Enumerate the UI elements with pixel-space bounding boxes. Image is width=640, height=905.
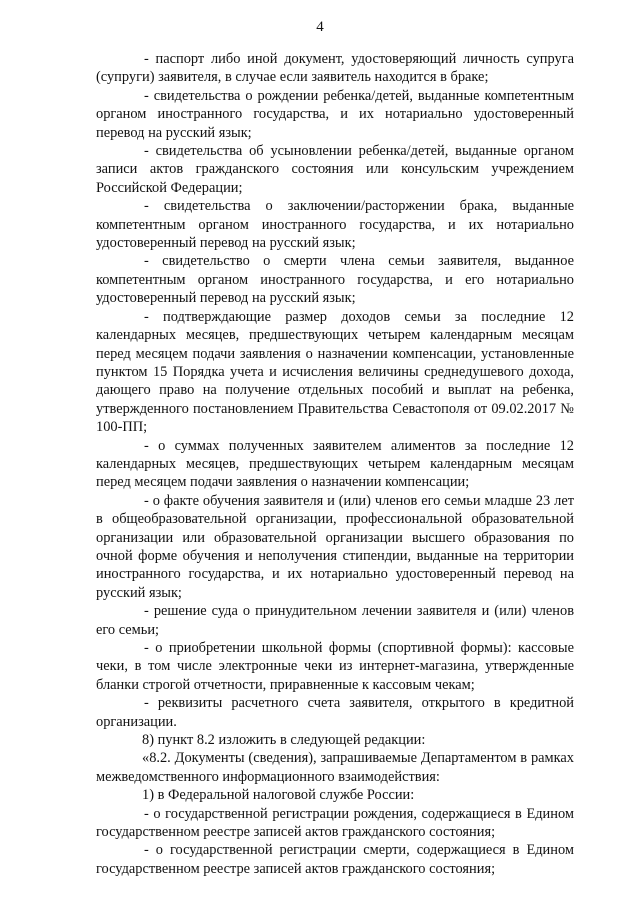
paragraph-spouse-passport: - паспорт либо иной документ, удостоверяющий личность супруга (супруги) заявителя, в случае если заявитель находится в браке;: [96, 51, 574, 86]
paragraph-education: - о факте обучения заявителя и (или) членов его семьи младше 23 лет в общеобразовательной организации, профессиональной образовательной организации или образовательной организации высшего образования по очной форме обучения и неполучения стипендии, выданные на территории иностранного государства, и их нотариально удостоверенный перевод на русский язык;: [96, 492, 574, 601]
paragraph-bank-details: - реквизиты расчетного счета заявителя, открытого в кредитной организации.: [96, 695, 574, 730]
paragraph-family-income: - подтверждающие размер доходов семьи за последние 12 календарных месяцев, предшествующих четырем календарным месяцам перед месяцем подачи заявления о назначении компенсации, установленные пунктом 15 Порядка учета и исчисления величины среднедушевого дохода, дающего право на получение отдельных пособий и выплат на ребенка, утвержденного постановлением Правительства Севастополя от 09.02.2017 № 100-ПП;: [96, 308, 574, 436]
paragraph-death-registration: - о государственной регистрации смерти, содержащиеся в Едином государственном реестре записей актов гражданского состояния;: [96, 842, 574, 877]
paragraph-death-certificate: - свидетельство о смерти члена семьи заявителя, выданное компетентным органом иностранного государства, и его нотариально удостоверенный перевод на русский язык;: [96, 253, 574, 307]
paragraph-item-8: 8) пункт 8.2 изложить в следующей редакции:: [142, 732, 426, 749]
page-number: 4: [316, 19, 324, 35]
paragraph-alimony: - о суммах полученных заявителем алиментов за последние 12 календарных месяцев, предшествующих четырем календарным месяцам перед месяцем подачи заявления о назначении компенсации;: [96, 437, 574, 491]
paragraph-section-8-2: «8.2. Документы (сведения), запрашиваемые Департаментом в рамках межведомственного информационного взаимодействия:: [96, 750, 574, 785]
paragraph-birth-certificates: - свидетельства о рождении ребенка/детей, выданные компетентным органом иностранного государства, и их нотариально удостоверенный перевод на русский язык;: [96, 87, 574, 141]
paragraph-court-decision: - решение суда о принудительном лечении заявителя и (или) членов его семьи;: [96, 603, 574, 638]
paragraph-adoption-certificates: - свидетельства об усыновлении ребенка/детей, выданные органом записи актов гражданского состояния или консульским учреждением Российской Федерации;: [96, 143, 574, 196]
document-body: [96, 50, 574, 878]
paragraph-school-uniform: - о приобретении школьной формы (спортивной формы): кассовые чеки, в том числе электронные чеки из интернет-магазина, утвержденные бланки строгой отчетности, приравненные к кассовым чекам;: [96, 640, 574, 693]
paragraph-birth-registration: - о государственной регистрации рождения, содержащиеся в Едином государственном реестре записей актов гражданского состояния;: [96, 805, 574, 841]
paragraph-tax-service: 1) в Федеральной налоговой службе России:: [142, 787, 415, 804]
paragraph-marriage-certificates: - свидетельства о заключении/расторжении брака, выданные компетентным органом иностранного государства, и их нотариально удостоверенный перевод на русский язык;: [96, 198, 574, 252]
